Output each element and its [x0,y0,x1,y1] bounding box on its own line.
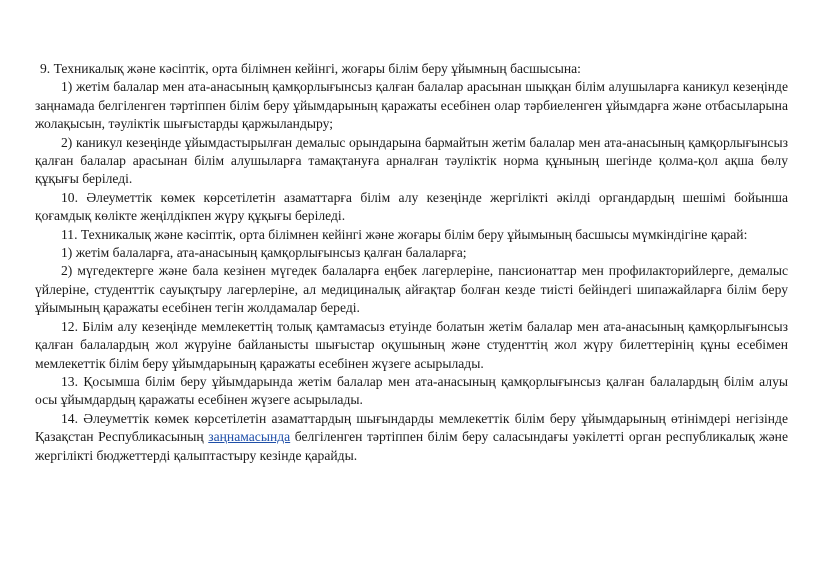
legislation-link[interactable]: заңнамасында [208,429,291,445]
paragraph-10: 10. Әлеуметтік көмек көрсетілетін азаматтарға білім алу кезеңінде жергілікті әкілді органдардың шешімі бойынша қоғамдық көлікте жеңілдікпен жүру құқығы беріледі. [35,189,788,224]
paragraph-12: 12. Білім алу кезеңінде мемлекеттің толық қамтамасыз етуінде болатын жетім балалар мен ата-анасының қамқорлығынсыз қалған балалардың жол жүруіне байланысты шығыстар оқушының және студенттің жол жүру билеттерінің құны есебімен мемлекеттік білім беру ұйымдарының қаражаты есебінен жүзеге асырылады. [35,318,788,371]
paragraph-9-item-1: 1) жетім балалар мен ата-анасының қамқорлығынсыз қалған балалар арасынан шыққан білім алушыларға каникул кезеңінде заңнамада белгіленген тәртіппен білім беру ұйымдарының қаражаты есебінен олар тәрбиеленген ұйымдарға және отбасыларына жолақысын, тәуліктік шығыстарды қаржыландыру; [35,79,788,132]
paragraph-11-item-2: 2) мүгедектерге және бала кезінен мүгедек балаларға еңбек лагерлеріне, пансионаттар мен профилакторийлерге, демалыс үйлеріне, студенттік сауықтыру лагерлеріне, ал медициналық айғақтар болған кезде тиісті бейіндегі шипажайларға білім беру ұйымының қаражаты есебінен тегін жолдамалар береді. [35,263,788,316]
paragraph-13: 13. Қосымша білім беру ұйымдарында жетім балалар мен ата-анасының қамқорлығынсыз қалған балалардың білім алуы осы ұйымдардың қаражаты есебінен жүзеге асырылады. [35,373,788,408]
paragraph-14-after: белгіленген тәртіппен білім беру саласындағы уәкілетті орган республикалық және жергілікті бюджеттерді қалыптастыру кезінде қарайды. [35,429,788,463]
paragraph-11: 11. Техникалық және кәсіптік, орта білімнен кейінгі және жоғары білім беру ұйымының басшысы мүмкіндігіне қарай: [61,226,748,242]
paragraph-14 [35,410,788,465]
document-body [35,60,788,465]
paragraph-9: 9. Техникалық және кәсіптік, орта білімнен кейінгі, жоғары білім беру ұйымның басшысына: [40,61,581,76]
paragraph-14-before: 14. Әлеуметтік көмек көрсетілетін азаматтардың шығындарды мемлекеттік білім беру ұйымдарының өтінімдері негізінде Қазақстан Республикасының [35,410,788,445]
paragraph-11-item-1: 1) жетім балаларға, ата-анасының қамқорлығынсыз қалған балаларға; [61,245,467,261]
paragraph-9-item-2: 2) каникул кезеңінде ұйымдастырылған демалыс орындарына бармайтын жетім балалар мен ата-анасының қамқорлығынсыз қалған балалар арасынан білім алушыларға тамақтануға арналған тәуліктік норма құнының шегінде қолма-қол ақша бөлу құқығы беріледі. [35,134,788,187]
